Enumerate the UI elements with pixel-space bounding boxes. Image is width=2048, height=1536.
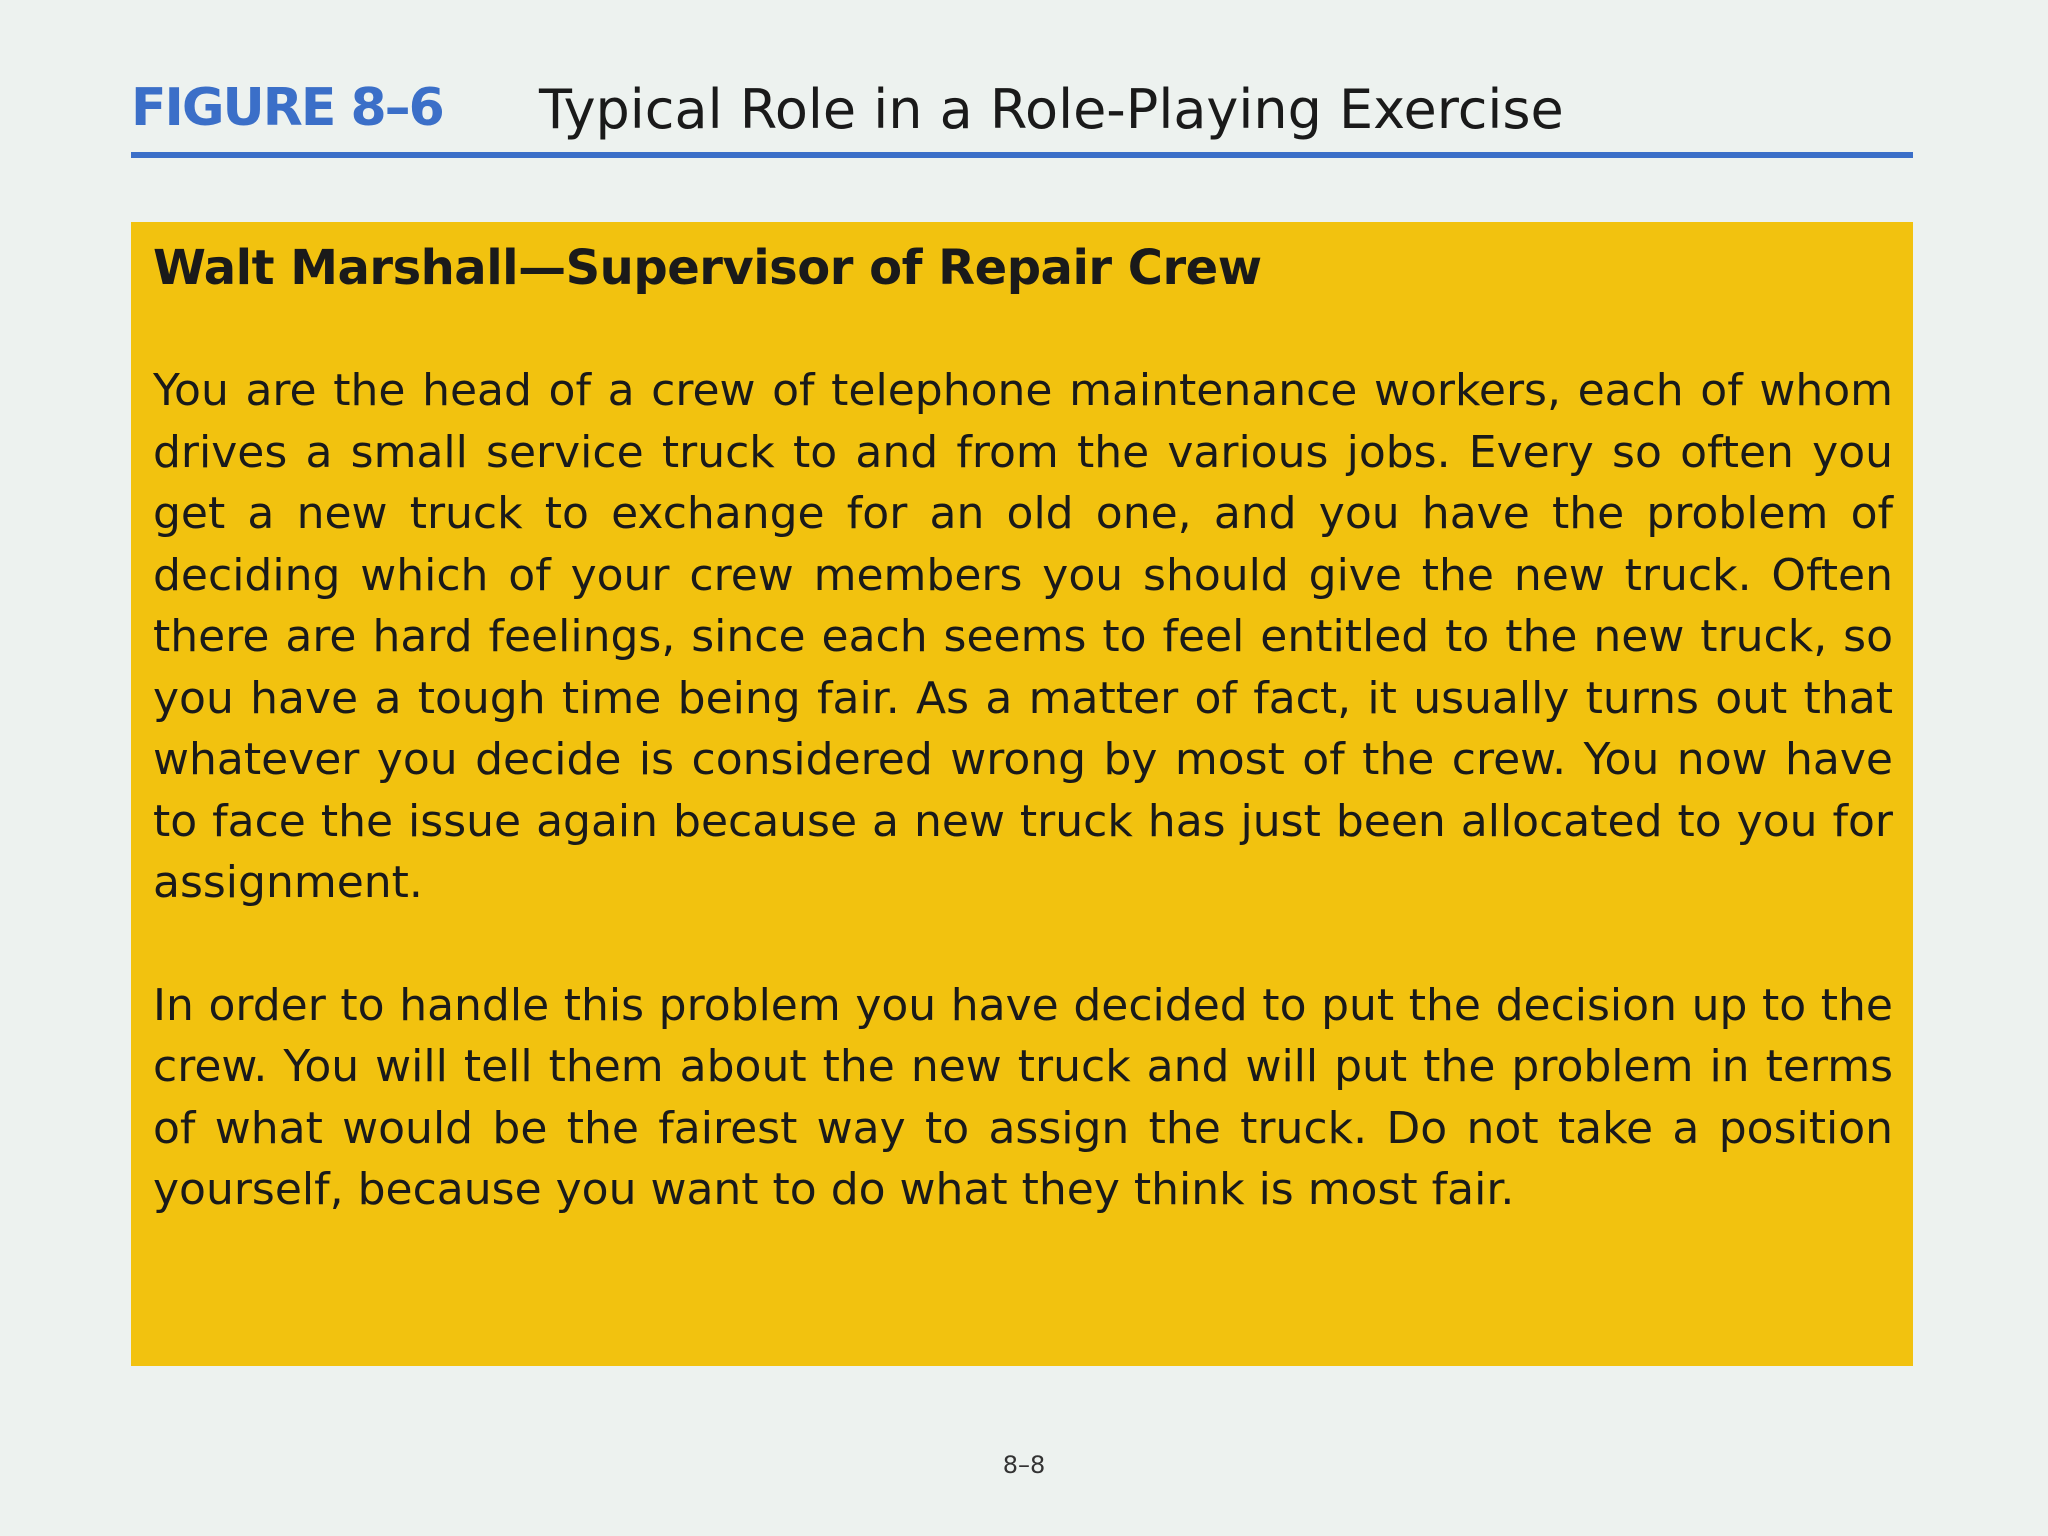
role-paragraph-2: In order to handle this problem you have decided to put the decision up to the crew. You will tell them about the new truck and will put the problem in terms of what would be the fairest way to assign the truck. Do not take a position yourself, because you want to do what they think is most fair. <box>153 979 1893 1215</box>
figure-label: FIGURE 8–6 <box>131 78 443 138</box>
role-paragraph-1: You are the head of a crew of telephone maintenance workers, each of whom drives a small service truck to and from the various jobs. Every so often you get a new truck to exchange for an old one, and you have the problem of deciding which of your crew members you should give the new truck. Often there are hard feelings, since each seems to feel entitled to the new truck, so you have a tough time being fair. As a matter of fact, it usually turns out that whatever you decide is considered wrong by most of the crew. You now have to face the issue again because a new truck has just been allocated to you for assignment. <box>153 365 1893 908</box>
role-heading: Walt Marshall—Supervisor of Repair Crew <box>153 240 1262 296</box>
page-number: 8–8 <box>1002 1451 1046 1479</box>
role-description-box <box>131 222 1913 1366</box>
figure-header <box>131 70 1913 158</box>
figure-title: Typical Role in a Role-Playing Exercise <box>539 78 1564 141</box>
